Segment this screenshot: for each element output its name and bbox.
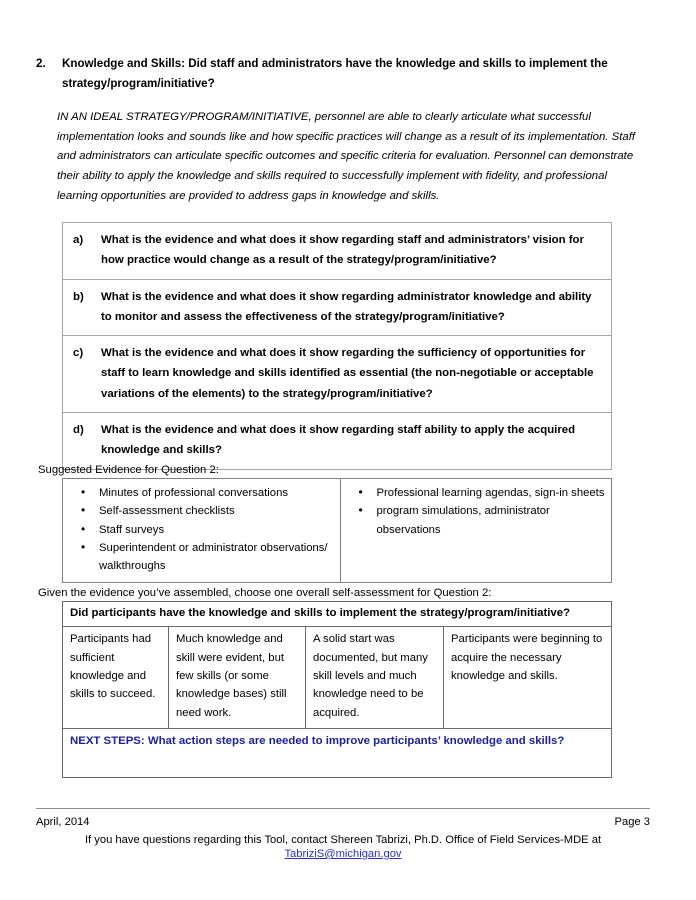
footer-divider xyxy=(36,808,650,809)
rubric-option-1[interactable]: Participants had sufficient knowledge and skills to succeed. xyxy=(63,627,169,728)
sub-question-letter-c: c) xyxy=(73,347,84,360)
footer-top-line xyxy=(36,814,650,832)
self-assessment-rubric-table xyxy=(62,601,612,778)
sub-question-row-b xyxy=(63,280,611,337)
footer-page-number: Page 3 xyxy=(614,816,650,828)
list-item: • Staff surveys xyxy=(69,521,334,539)
sub-question-text-c: What is the evidence and what does it show regarding the sufficiency of opportunities for staff to learn knowledge and skills identified as essential (the non-negotiable or acceptable variations of the elements) to the strategy/program/initiative? xyxy=(101,347,594,400)
self-assessment-label: Given the evidence you’ve assembled, choose one overall self-assessment for Question 2: xyxy=(38,587,492,599)
question-number: 2. xyxy=(36,57,46,70)
sub-question-text-b: What is the evidence and what does it show regarding administrator knowledge and ability to monitor and assess the effectiveness of the strategy/program/initiative? xyxy=(101,290,592,323)
evidence-column-right xyxy=(341,479,612,582)
ideal-description-paragraph: IN AN IDEAL STRATEGY/PROGRAM/INITIATIVE, personnel are able to clearly articulate what successful implementation looks and sounds like and how specific practices will change as a result of its implementation. Staff and administrators can articulate specific outcomes and specific criteria for evaluation. Personnel can demonstrate their ability to apply the knowledge and skills required to successfully implement with fidelity, and professional learning opportunities are provided to address gaps in knowledge and skills. xyxy=(57,111,636,202)
sub-questions-table xyxy=(62,222,612,470)
rubric-option-3[interactable]: A solid start was documented, but many skill levels and much knowledge need to be acquired. xyxy=(306,627,444,728)
footer-contact-text: If you have questions regarding this Tool, contact Shereen Tabrizi, Ph.D. Office of Field Services-MDE at xyxy=(84,834,602,846)
rubric-option-2[interactable]: Much knowledge and skill were evident, but few skills (or some knowledge bases) still need work. xyxy=(169,627,306,728)
sub-question-text-d: What is the evidence and what does it show regarding staff ability to apply the acquired knowledge and skills? xyxy=(101,424,576,457)
rubric-header: Did participants have the knowledge and skills to implement the strategy/program/initiative? xyxy=(63,602,611,627)
rubric-option-4[interactable]: Participants were beginning to acquire the necessary knowledge and skills. xyxy=(451,633,603,682)
sub-question-letter-a: a) xyxy=(73,234,84,246)
evidence-list-right xyxy=(347,484,606,539)
rubric-options-row xyxy=(63,627,611,729)
suggested-evidence-table xyxy=(62,478,612,583)
suggested-evidence-label: Suggested Evidence for Question 2: xyxy=(38,464,219,476)
list-item: • Self-assessment checklists xyxy=(69,502,334,520)
sub-question-row-c xyxy=(63,336,611,413)
sub-question-row-a xyxy=(63,223,611,280)
sub-question-letter-b: b) xyxy=(73,290,84,303)
evidence-column-left xyxy=(63,479,341,582)
list-item: • Superintendent or administrator observations/ walkthroughs xyxy=(69,539,334,576)
list-item: • Minutes of professional conversations xyxy=(69,484,334,502)
footer-email-line xyxy=(36,846,650,864)
next-steps-prompt[interactable]: NEXT STEPS: What action steps are needed to improve participants’ knowledge and skills? xyxy=(70,735,565,748)
footer-email-link[interactable]: TabriziS@michigan.gov xyxy=(284,848,402,860)
sub-question-letter-d: d) xyxy=(73,424,84,437)
evidence-list-left xyxy=(69,484,334,575)
list-item: • Professional learning agendas, sign-in sheets xyxy=(347,484,606,502)
page-title xyxy=(36,54,650,94)
question-heading-text: Knowledge and Skills: Did staff and administrators have the knowledge and skills to implement the strategy/program/initiative? xyxy=(62,57,608,90)
footer-date: April, 2014 xyxy=(36,816,90,828)
list-item: • program simulations, administrator observations xyxy=(347,502,606,539)
sub-question-text-a: What is the evidence and what does it show regarding staff and administrators’ vision for how practice would change as a result of the strategy/program/initiative? xyxy=(101,234,584,267)
